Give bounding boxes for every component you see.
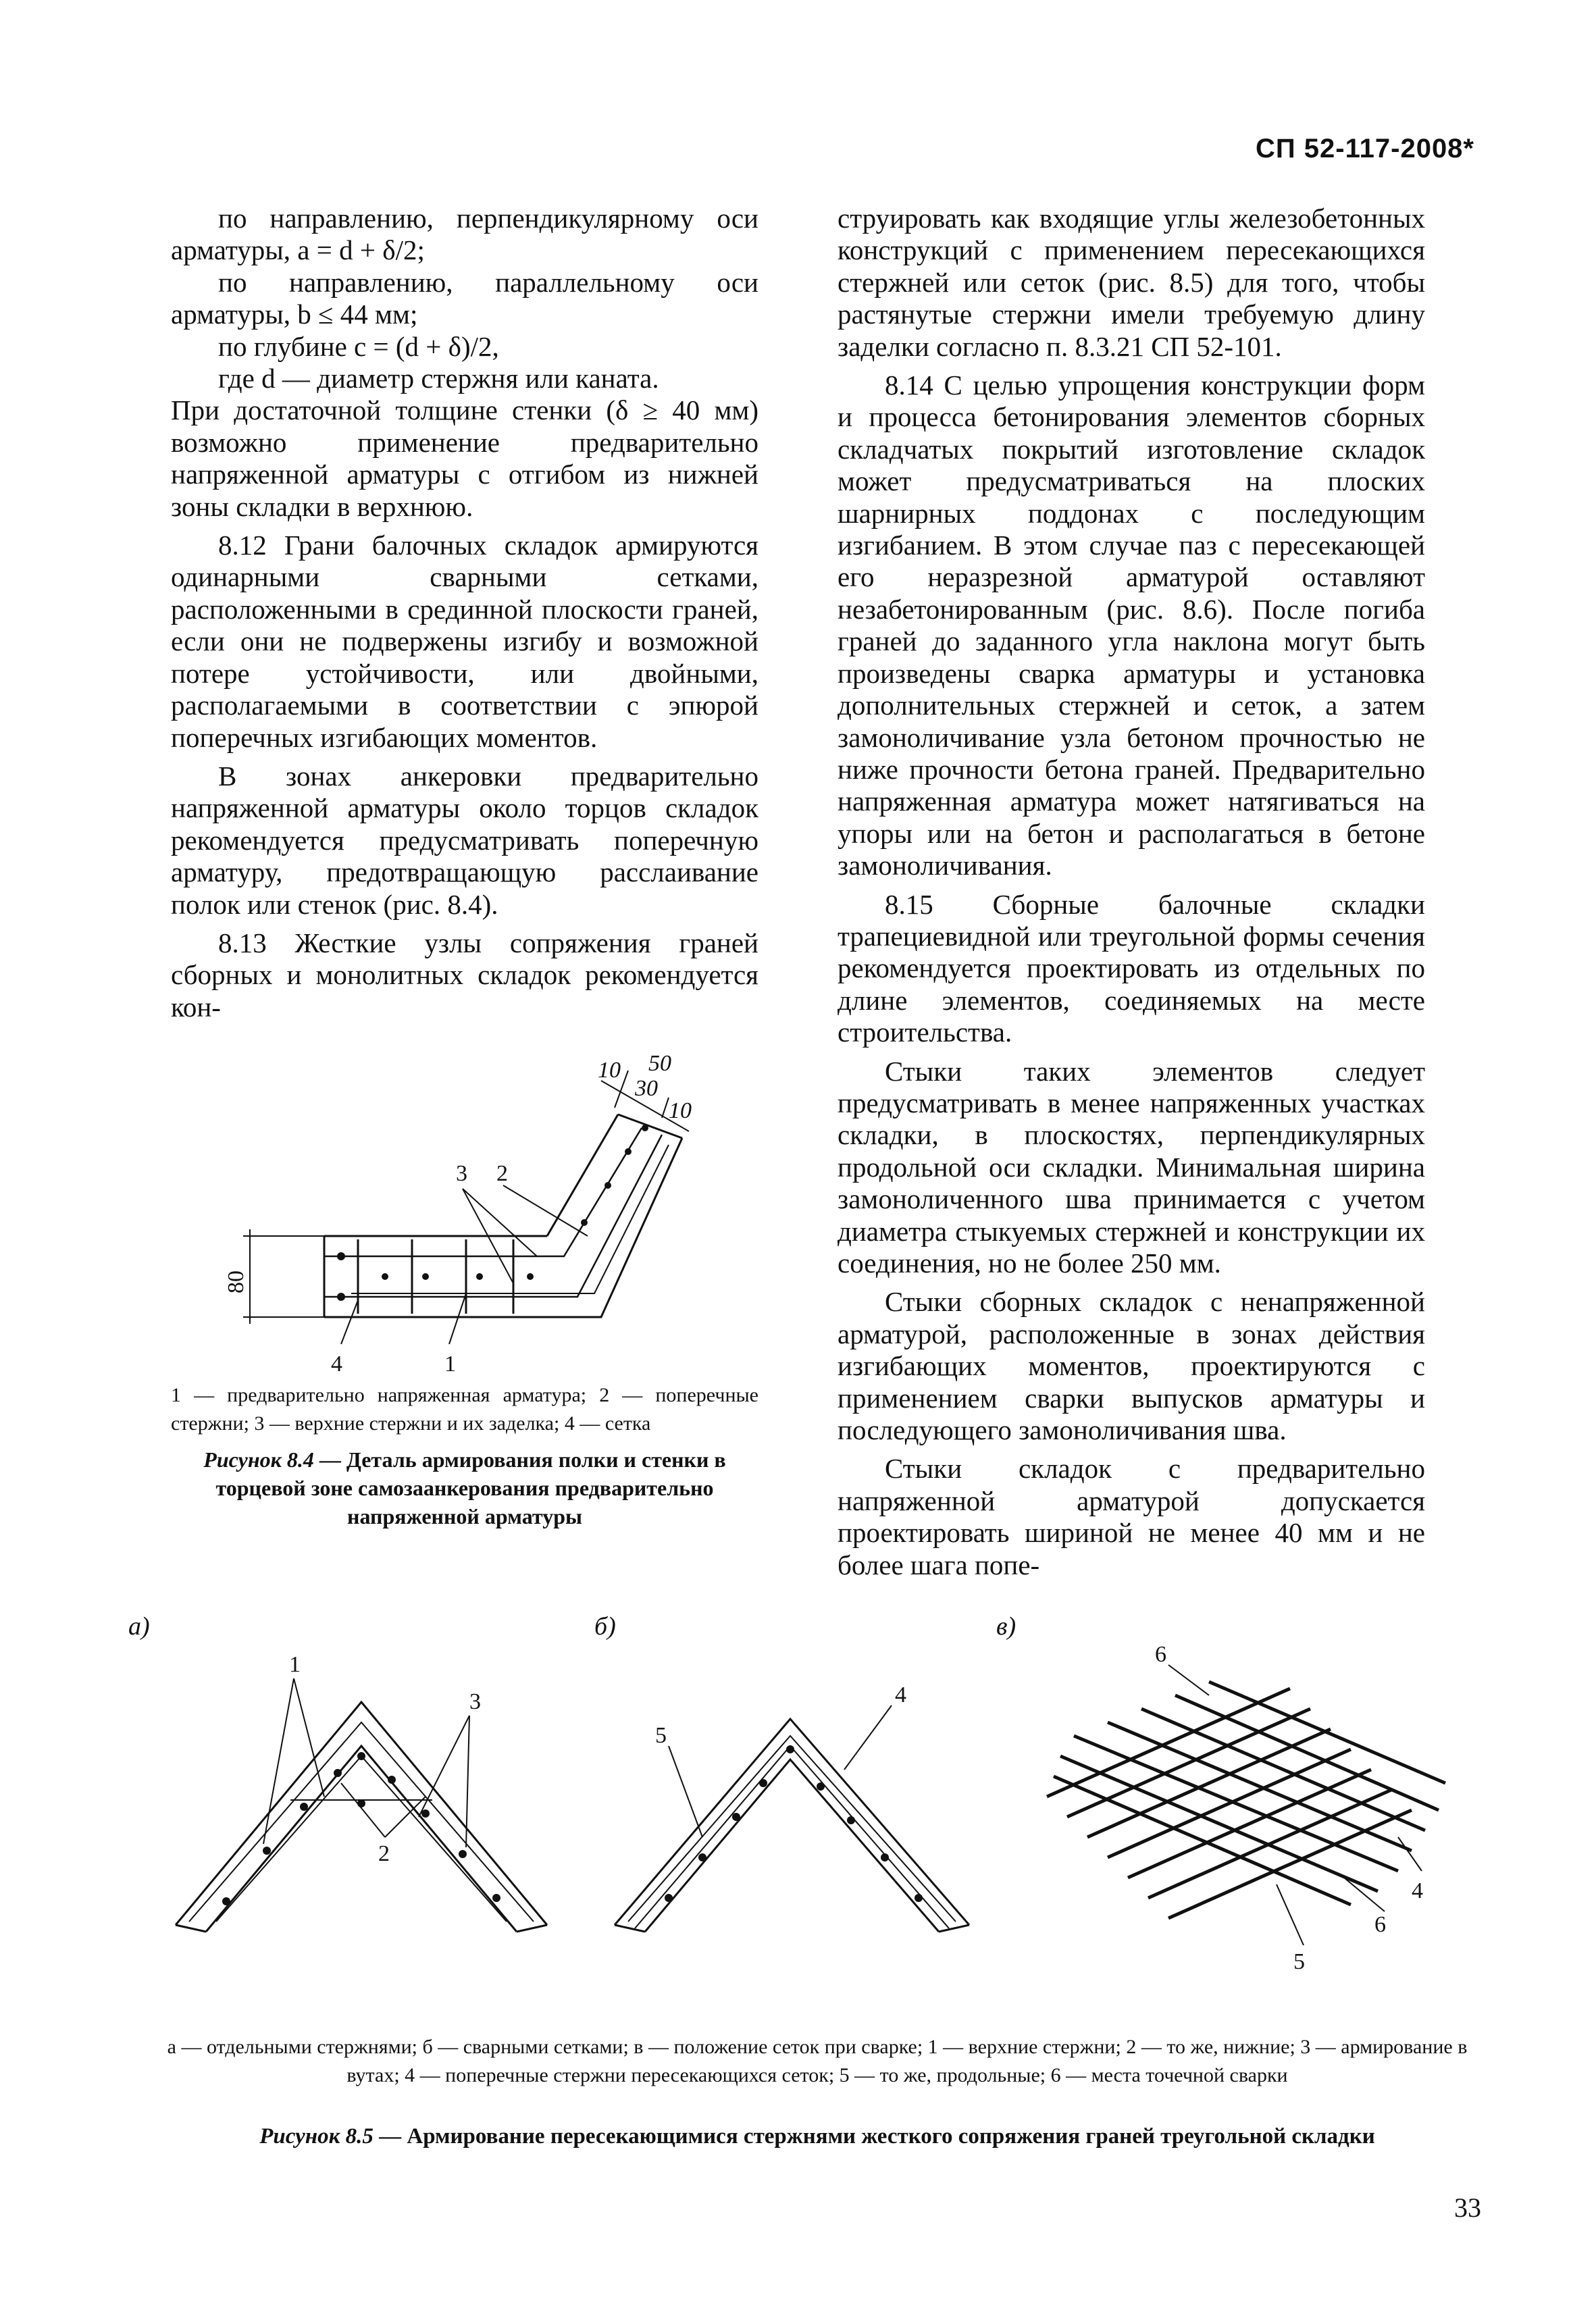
- paragraph: 8.12 Грани балочных складок армируются одинарными сварными сетками, расположенными в срединной плоскости граней, если они не подвержены изгибу и возможной потере устойчивости, или двойными, располагаемыми в соответствии с эпюрой поперечных изгибающих моментов.: [171, 530, 758, 753]
- figure-8-4-legend: 1 — предварительно напряженная арматура; 2 — поперечные стержни; 3 — верхние стержни и их заделка; 4 — сетка: [171, 1384, 758, 1435]
- dim-label: 10: [669, 1098, 692, 1123]
- callout-number: 6: [1374, 1912, 1386, 1937]
- dim-label: 50: [648, 1051, 671, 1076]
- right-column: [838, 203, 1425, 1581]
- paragraph: по направлению, параллельному оси арматуры, b ≤ 44 мм;: [171, 266, 758, 330]
- left-column: [171, 203, 758, 1023]
- callout-number: 3: [456, 1161, 467, 1186]
- document-code: СП 52-117-2008*: [1256, 134, 1474, 163]
- dim-label: 30: [635, 1076, 658, 1101]
- paragraph: по направлению, перпендикулярному оси арматуры, a = d + δ/2;: [171, 203, 758, 266]
- callout-number: 4: [331, 1352, 342, 1377]
- paragraph: струировать как входящие углы железобетонных конструкций с применением пересекающихся стержней или сеток (рис. 8.5) для того, чтобы растянутые стержни имели требуемую длину заделки согласно п. 8.3.21 СП 52-101.: [838, 203, 1425, 362]
- panel-label: б): [594, 1614, 616, 1641]
- callout-number: 2: [378, 1841, 390, 1866]
- page-number: 33: [1454, 2192, 1481, 2223]
- dim-label: 10: [598, 1058, 621, 1083]
- figure-8-5-legend: а — отдельными стержнями; б — сварными сетками; в — положение сеток при сварке; 1 — верхние стержни; 2 — то же, нижние; 3 — армирование в вутах; 4 — поперечные стержни пересекающихся сеток; 5 — то же, продольные; 6 — места точечной сварки: [167, 2036, 1468, 2086]
- panel-label: в): [996, 1614, 1016, 1641]
- callout-number: 4: [895, 1682, 906, 1707]
- paragraph: Стыки таких элементов следует предусматривать в менее напряженных участках складки, в плоскостях, перпендикулярных продольной оси складки. Минимальная ширина замоноличенного шва принимается с учетом диаметра стыкуемых стержней и конструкции их соединения, но не более 250 мм.: [838, 1055, 1425, 1279]
- callout-number: 3: [469, 1689, 481, 1714]
- figure-8-5-drawing: [115, 1614, 1493, 1979]
- callout-number: 4: [1412, 1878, 1423, 1903]
- callout-number: 5: [1293, 1949, 1305, 1974]
- caption-text: — Армирование пересекающимися стержнями жесткого сопряжения граней треугольной складки: [373, 2124, 1375, 2149]
- callout-number: 6: [1155, 1642, 1166, 1667]
- callout-number: 2: [496, 1161, 508, 1186]
- figure-8-5-caption: [155, 2124, 1479, 2149]
- caption-text: — Деталь армирования полки и стенки в торцевой зоне самозаанкерования предварительно напряженной арматуры: [215, 1447, 726, 1528]
- panel-label: а): [128, 1614, 150, 1641]
- paragraph: Стыки сборных складок с ненапряженной арматурой, расположенные в зонах действия изгибающих моментов, проектируются с применением сварки выпусков арматуры и последующего замоноличивания шва.: [838, 1286, 1425, 1446]
- caption-prefix: Рисунок 8.5: [259, 2124, 374, 2149]
- paragraph: 8.15 Сборные балочные складки трапециевидной или треугольной формы сечения рекомендуется проектировать из отдельных по длине элементов, соединяемых на месте строительства.: [838, 888, 1425, 1048]
- caption-prefix: Рисунок 8.4: [203, 1447, 314, 1472]
- paragraph: В зонах анкеровки предварительно напряженной арматуры около торцов складок рекомендуется предусматривать поперечную арматуру, предотвращающую расслаивание полок или стенок (рис. 8.4).: [171, 760, 758, 920]
- paragraph: где d — диаметр стержня или каната.: [218, 363, 659, 394]
- callout-number: 5: [655, 1723, 667, 1748]
- paragraph: по глубине c = (d + δ)/2,: [218, 330, 499, 362]
- paragraph: 8.13 Жесткие узлы сопряжения граней сборных и монолитных складок рекомендуется кон-: [171, 927, 758, 1023]
- callout-number: 1: [289, 1652, 301, 1677]
- figure-8-4-drawing: [196, 1033, 750, 1385]
- paragraph: При достаточной толщине стенки (δ ≥ 40 мм) возможно применение предварительно напряженной арматуры с отгибом из нижней зоны складки в верхнюю.: [171, 394, 758, 522]
- paragraph: Стыки складок с предварительно напряженной арматурой допускается проектировать шириной не менее 40 мм и не более шага попе-: [838, 1453, 1425, 1580]
- callout-number: 1: [444, 1352, 456, 1377]
- figure-8-4-caption: [171, 1445, 758, 1531]
- paragraph: 8.14 С целью упрощения конструкции форм и процесса бетонирования элементов сборных складчатых покрытий изготовление складок может предусматриваться на плоских шарнирных поддонах с последующим изгибанием. В этом случае паз с пересекающей его неразрезной арматурой оставляют незабетонированным (рис. 8.6). После погиба граней до заданного угла наклона могут быть произведены сварка арматуры и установка дополнительных стержней и сеток, а затем замоноличивание узла бетоном прочностью не ниже прочности бетона граней. Предварительно напряженная арматура может натягиваться на упоры или на бетон и располагаться в бетоне замоноличивания.: [838, 369, 1425, 881]
- dim-label: 80: [224, 1270, 249, 1293]
